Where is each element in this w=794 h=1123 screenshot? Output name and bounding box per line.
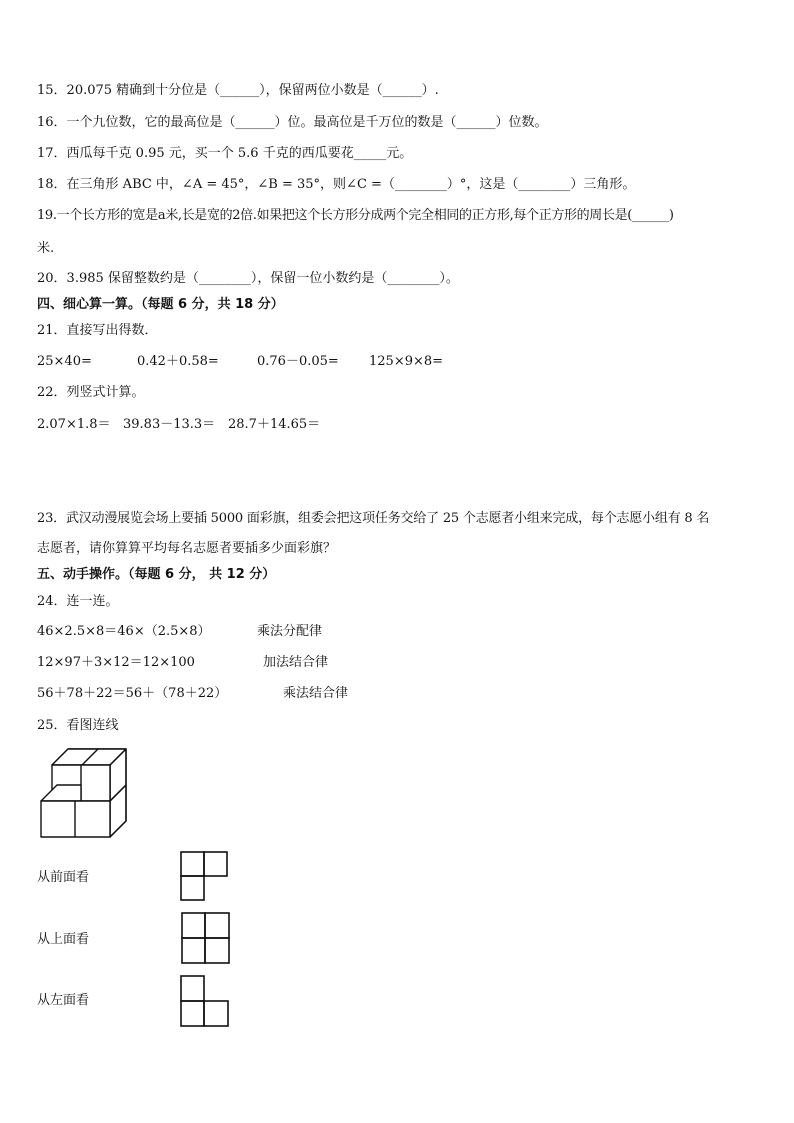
view-label-left: 从左面看 [37,993,90,1008]
q21-item-4: 125×9×8= [369,354,444,369]
question-23-line2: 志愿者，请你算算平均每名志愿者要插多少面彩旗？ [37,541,337,556]
view-label-top: 从上面看 [37,932,90,947]
question-25: 25．看图连线 [37,718,119,733]
question-21: 21．直接写出得数． [37,323,158,338]
question-23-line1: 23．武汉动漫展览会场上要插 5000 面彩旗，组委会把这项任务交给了 25 个志愿者小组来完成，每个志愿小组有 8 名 [37,511,710,526]
q21-item-1: 25×40= [37,354,92,369]
question-24: 24．连一连。 [37,594,119,609]
q24-left-1: 46×2.5×8＝46×（2.5×8） [37,624,211,639]
question-19-line1: 19.一个长方形的宽是a米,长是宽的2倍.如果把这个长方形分成两个完全相同的正方形,每个正方形的周长是(______) [37,208,674,223]
q21-item-2: 0.42＋0.58= [137,354,219,369]
question-18: 18．在三角形 ABC 中，∠A = 45°，∠B = 35°，则∠C =（________）°，这是（________）三角形。 [37,177,636,192]
q21-item-3: 0.76－0.05= [257,354,339,369]
q22-item-1: 2.07×1.8＝ [37,417,111,432]
question-16: 16．一个九位数，它的最高位是（______）位。最高位是千万位的数是（______）位数。 [37,115,548,130]
front-view-diagram [179,851,229,903]
question-20: 20．3.985 保留整数约是（________），保留一位小数约是（________）。 [37,271,459,286]
q24-right-2: 加法结合律 [263,655,329,670]
left-view-diagram [179,975,231,1029]
q24-left-3: 56＋78＋22＝56＋（78＋22） [37,686,228,701]
q24-right-1: 乘法分配律 [257,624,323,639]
section-5-heading: 五、动手操作。（每题 6 分， 共 12 分） [37,567,276,582]
view-label-front: 从前面看 [37,870,90,885]
cube-figure [38,745,130,841]
question-15: 15．20.075 精确到十分位是（______），保留两位小数是（______）. [37,83,439,98]
section-4-heading: 四、细心算一算。（每题 6 分，共 18 分） [37,297,284,312]
q24-left-2: 12×97＋3×12＝12×100 [37,655,195,670]
q22-item-2: 39.83－13.3＝ [123,417,216,432]
question-17: 17．西瓜每千克 0.95 元，买一个 5.6 千克的西瓜要花_____元。 [37,146,413,161]
question-22: 22．列竖式计算。 [37,385,145,400]
q24-right-3: 乘法结合律 [283,686,349,701]
q22-item-3: 28.7＋14.65＝ [228,417,321,432]
top-view-diagram [180,912,232,966]
question-19-line2: 米. [37,241,55,256]
